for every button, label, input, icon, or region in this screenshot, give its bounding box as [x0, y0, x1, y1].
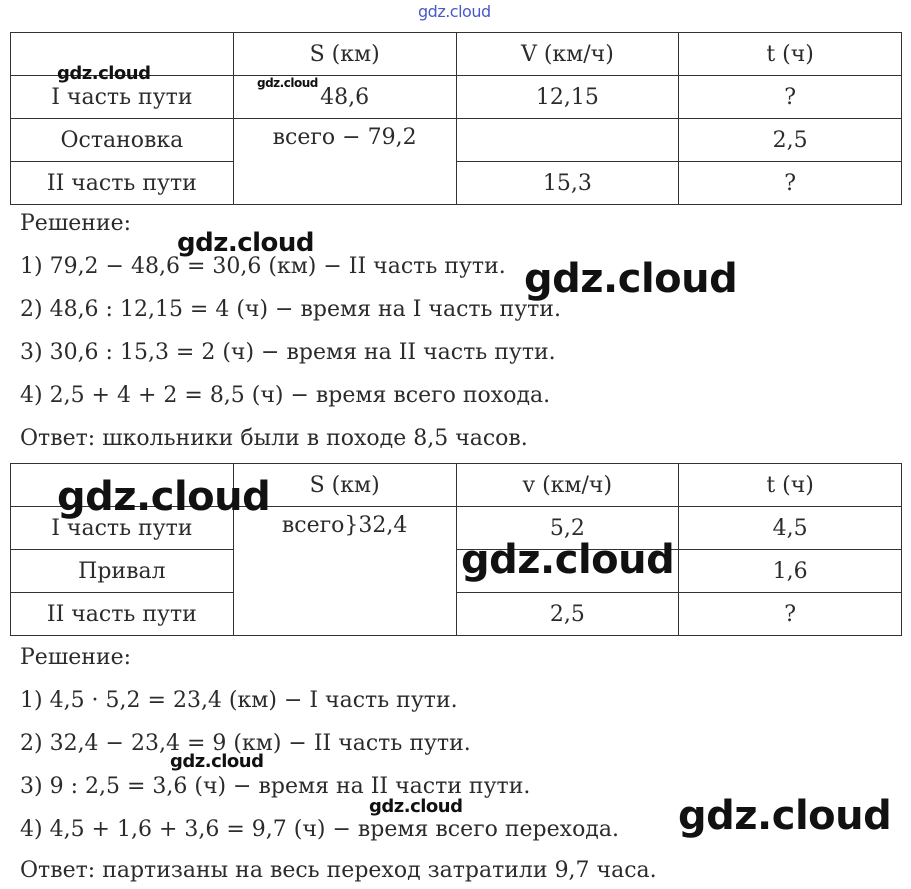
solution-step: 2) 48,6 : 12,15 = 4 (ч) − время на I часть пути. [20, 297, 561, 322]
table-row [11, 119, 902, 162]
solution-step: 3) 30,6 : 15,3 = 2 (ч) − время на II часть пути. [20, 340, 556, 365]
table-cell: 2,5 [456, 593, 679, 636]
header-cell-distance: S (км) [233, 464, 456, 507]
row-label: I часть пути [11, 507, 234, 550]
table-cell: 1,6 [679, 550, 902, 593]
table-cell [456, 119, 679, 162]
header-cell-speed: v (км/ч) [456, 464, 679, 507]
watermark: gdz.cloud [524, 256, 738, 302]
table-cell: 4,5 [679, 507, 902, 550]
header-cell-time: t (ч) [679, 33, 902, 76]
solution-answer: Ответ: школьники были в походе 8,5 часов. [20, 426, 528, 451]
watermark: gdz.cloud [170, 751, 264, 772]
watermark: gdz.cloud [418, 2, 491, 21]
solution-answer: Ответ: партизаны на весь переход затратили 9,7 часа. [20, 858, 657, 883]
table-row [11, 550, 902, 593]
table-cell: 5,2 [456, 507, 679, 550]
table-cell: ? [679, 162, 902, 205]
watermark: gdz.cloud [57, 474, 271, 520]
solution-step: 2) 32,4 − 23,4 = 9 (км) − II часть пути. [20, 731, 471, 756]
table-cell: 48,6 [233, 76, 456, 119]
solution-title: Решение: [20, 645, 132, 670]
table-cell-merged: всего − 79,2 [233, 119, 456, 205]
row-label: I часть пути [11, 76, 234, 119]
watermark: gdz.cloud [461, 537, 675, 583]
table-cell: 2,5 [679, 119, 902, 162]
table-row [11, 593, 902, 636]
row-label: Остановка [11, 119, 234, 162]
watermark: gdz.cloud [257, 76, 318, 90]
header-cell-distance: S (км) [233, 33, 456, 76]
table-cell: ? [679, 593, 902, 636]
table-cell: ? [679, 76, 902, 119]
watermark: gdz.cloud [177, 228, 315, 258]
solution-step: 1) 79,2 − 48,6 = 30,6 (км) − II часть пути. [20, 254, 506, 279]
solution-step: 4) 2,5 + 4 + 2 = 8,5 (ч) − время всего похода. [20, 383, 551, 408]
table-cell: 12,15 [456, 76, 679, 119]
row-label: II часть пути [11, 593, 234, 636]
header-cell-speed: V (км/ч) [456, 33, 679, 76]
header-cell-time: t (ч) [679, 464, 902, 507]
solution-step: 1) 4,5 · 5,2 = 23,4 (км) − I часть пути. [20, 688, 458, 713]
table-cell: 15,3 [456, 162, 679, 205]
watermark: gdz.cloud [57, 63, 151, 84]
row-label: II часть пути [11, 162, 234, 205]
row-label: Привал [11, 550, 234, 593]
watermark: gdz.cloud [678, 793, 892, 839]
solution-step: 3) 9 : 2,5 = 3,6 (ч) − время на II части пути. [20, 774, 531, 799]
table-row [11, 162, 902, 205]
table-cell-merged: всего}32,4 [233, 507, 456, 636]
watermark: gdz.cloud [369, 796, 463, 817]
solution-title: Решение: [20, 211, 132, 236]
solution-step: 4) 4,5 + 1,6 + 3,6 = 9,7 (ч) − время всего перехода. [20, 817, 619, 842]
table-travel-1 [10, 32, 902, 205]
